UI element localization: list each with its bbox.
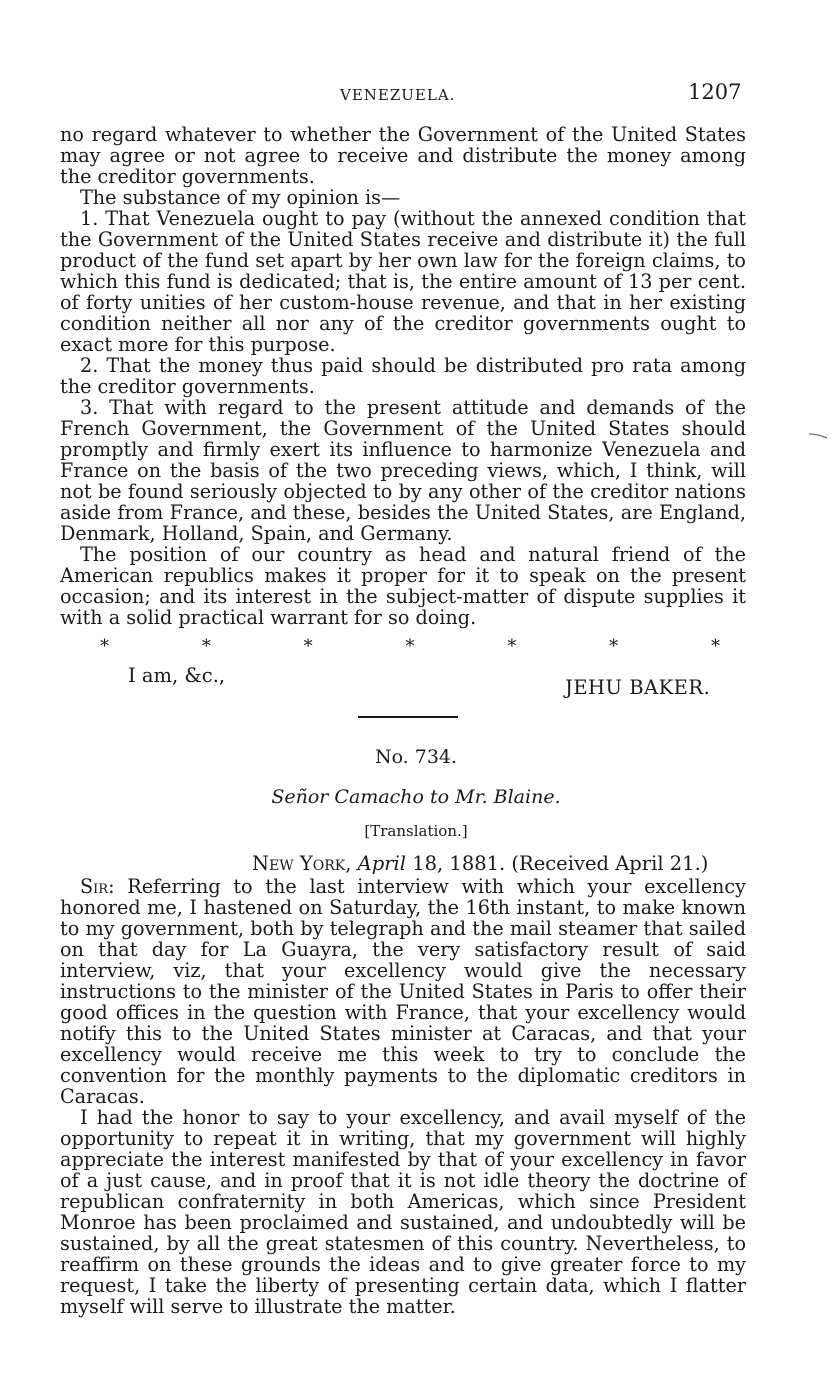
letter-text-block xyxy=(60,876,746,1317)
asterisk: * xyxy=(405,636,415,657)
letter-paragraph-1 xyxy=(60,876,746,1107)
asterisk: * xyxy=(609,636,619,657)
asterisk: * xyxy=(201,636,211,657)
paragraph-position: The position of our country as head and natural friend of the American republics makes it proper for it to speak on the present occasion; and its interest in the subject-matter of dispute supplies it with a solid practical warrant for so doing. xyxy=(60,543,746,629)
translation-note: [Translation.] xyxy=(364,822,468,840)
paragraph-opinion-intro: The substance of my opinion is— xyxy=(80,186,401,209)
opinion-point-1: 1. That Venezuela ought to pay (without the annexed condition that the Government of the United States receive and distribute it) the full product of the fund set apart by her own law for the foreign claims, to which this fund is dedicated; that is, the entire amount of 13 per cent. of forty unities of her custom-house revenue, and that in her existing condition neither all nor any of the creditor governments ought to exact more for this purpose. xyxy=(60,207,746,356)
letter-salutation: Sir: xyxy=(80,875,115,898)
running-head: VENEZUELA. xyxy=(340,86,456,104)
letter-paragraph-1-text: Referring to the last interview with which your excellency honored me, I hastened on Saturday, the 16th instant, to make known to my government, both by telegraph and the mail steamer that sailed on that day for La Guayra, the very satisfactory result of said interview, viz, that your excellency would give the necessary instructions to the minister of the United States in Paris to offer their good offices in the question with France, that your excellency would notify this to the United States minister at Caracas, and that your excellency would receive me this week to try to conclude the convention for the monthly payments to the diplomatic creditors in Caracas. xyxy=(60,875,746,1108)
asterisk: * xyxy=(507,636,517,657)
document-number: No. 734. xyxy=(374,746,458,768)
signature: JEHU BAKER. xyxy=(565,676,711,699)
section-divider xyxy=(358,716,458,718)
dateline-month: April xyxy=(357,852,406,875)
closing-salutation: I am, &c., xyxy=(128,664,226,687)
document-title: Señor Camacho to Mr. Blaine. xyxy=(271,786,561,808)
dateline xyxy=(252,852,708,875)
upper-text-block xyxy=(60,124,746,628)
letter-paragraph-2: I had the honor to say to your excellency, and avail myself of the opportunity to repeat it in writing, that my government will highly appreciate the interest manifested by that of your excellency in favor of a just cause, and in proof that it is not idle theory the doctrine of republican confraternity in both Americas, which since President Monroe has been proclaimed and sustained, and undoubtedly will be sustained, by all the great statesmen of this country. Nevertheless, to reaffirm on these grounds the ideas and to give greater force to my request, I take the liberty of presenting certain data, which I flatter myself will serve to illustrate the matter. xyxy=(60,1106,746,1318)
page-number: 1207 xyxy=(688,80,742,104)
paragraph-continuation: no regard whatever to whether the Government of the United States may agree or not agree to receive and distribute the money among the creditor governments. xyxy=(60,123,746,188)
opinion-point-3: 3. That with regard to the present attitude and demands of the French Government, the Government of the United States should promptly and firmly exert its influence to harmonize Venezuela and France on the basis of the two preceding views, which, I think, will not be found seriously objected to by any other of the creditor nations aside from France, and these, besides the United States, are England, Denmark, Holland, Spain, and Germany. xyxy=(60,396,746,545)
opinion-point-2: 2. That the money thus paid should be distributed pro rata among the creditor governments. xyxy=(60,354,746,398)
margin-mark-icon xyxy=(808,432,828,440)
asterisk: * xyxy=(303,636,313,657)
dateline-rest: 18, 1881. (Received April 21.) xyxy=(412,852,709,875)
asterisk: * xyxy=(710,636,720,657)
dateline-place: New York, xyxy=(252,852,352,875)
asterisk: * xyxy=(100,636,109,657)
ellipsis-asterisks xyxy=(100,636,720,657)
